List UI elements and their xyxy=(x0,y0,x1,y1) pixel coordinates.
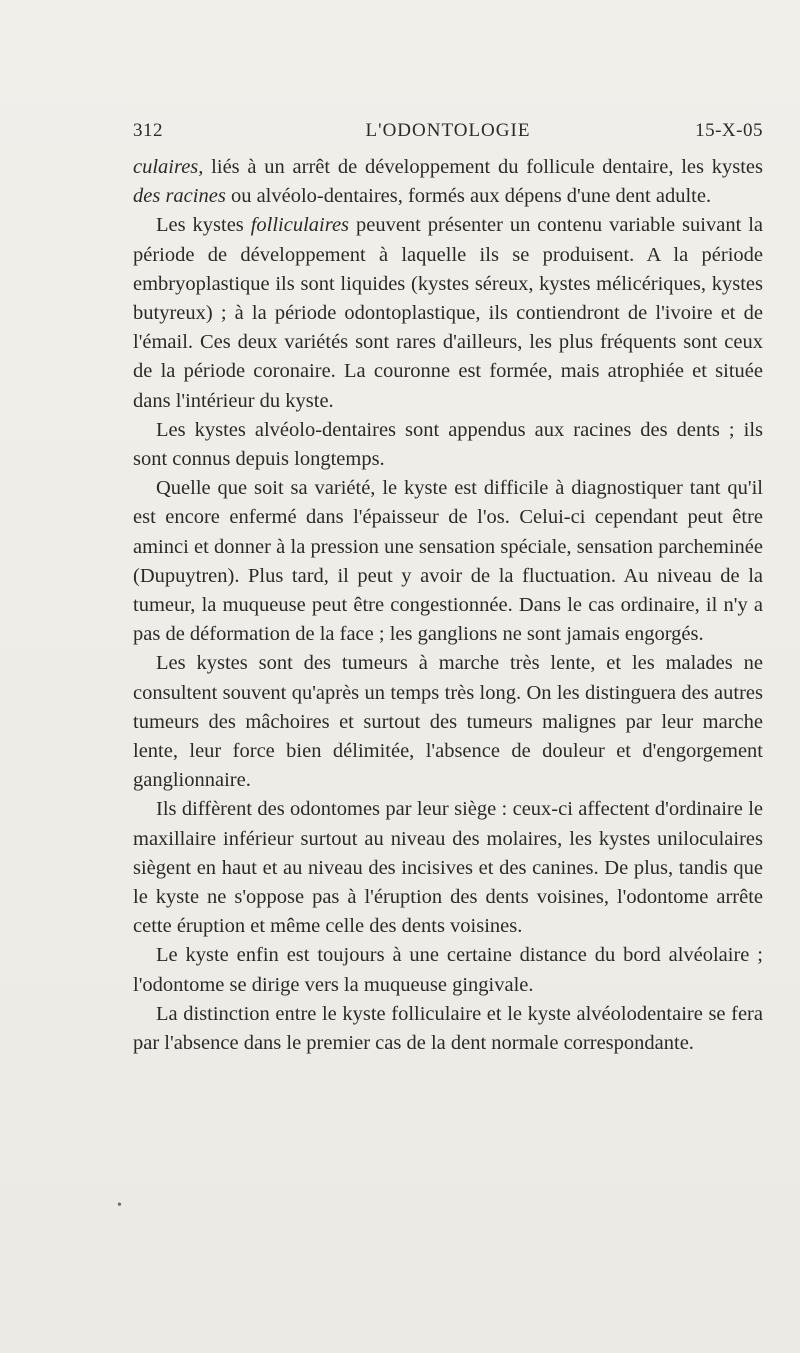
issue-date: 15-X-05 xyxy=(695,120,763,141)
paragraph-5: Les kystes sont des tumeurs à marche très lente, et les malades ne consultent souvent qu'après un temps très long. On les distinguera des autres tumeurs des mâchoires et surtout des tumeurs malignes par leur marche lente, leur force bien délimitée, l'absence de douleur et d'engorgement ganglionnaire. xyxy=(133,652,763,792)
running-header xyxy=(133,120,763,148)
paragraph-7: Le kyste enfin est toujours à une certaine distance du bord alvéolaire ; l'odontome se dirige vers la muqueuse gingivale. xyxy=(133,944,763,996)
page-number: 312 xyxy=(133,120,163,141)
paragraph-1-lead-italic: culaires, xyxy=(133,156,204,178)
body-text xyxy=(133,153,763,1058)
paragraph-2-emphasis: folliculaires xyxy=(250,214,350,237)
running-title: L'ODONTOLOGIE xyxy=(365,120,531,141)
paragraph-1-emphasis: des racines xyxy=(133,185,226,208)
paragraph-4: Quelle que soit sa variété, le kyste est difficile à diagnostiquer tant qu'il est encore enfermé dans l'épaisseur de l'os. Celui-ci cependant peut être aminci et donner à la pression une sensation spéciale, sensation parcheminée (Dupuytren). Plus tard, il peut y avoir de la fluctuation. Au niveau de la tumeur, la muqueuse peut être congestionnée. Dans le cas ordinaire, il n'y a pas de déformation de la face ; les ganglions ne sont jamais engorgés. xyxy=(133,477,763,646)
paragraph-2-text-b: peuvent présenter un contenu variable suivant la période de développement à laquelle ils se produisent. A la période embryoplastique ils sont liquides (kystes séreux, kystes mélicériques, kystes butyreux) ; à la période odontoplastique, ils contiendront de l'ivoire et de l'émail. Ces deux variétés sont rares d'ailleurs, les plus fréquents sont ceux de la période coronaire. La couronne est formée, mais atrophiée et située dans l'intérieur du kyste. xyxy=(133,214,763,412)
paragraph-8: La distinction entre le kyste folliculaire et le kyste alvéolodentaire se fera par l'absence dans le premier cas de la dent normale correspondante. xyxy=(133,1002,763,1055)
paragraph-3: Les kystes alvéolo-dentaires sont appendus aux racines des dents ; ils sont connus depuis longtemps. xyxy=(133,418,763,471)
paragraph-2 xyxy=(133,211,763,415)
paragraph-1-text-a: liés à un arrêt de développement du follicule dentaire, les kystes xyxy=(203,156,763,178)
paragraph-1 xyxy=(133,153,763,211)
paragraph-2-text-a: Les kystes xyxy=(156,214,251,237)
paragraph-6: Ils diffèrent des odontomes par leur siège : ceux-ci affectent d'ordinaire le maxillaire inférieur surtout au niveau des molaires, les kystes uniloculaires siègent en haut et au niveau des incisives et des canines. De plus, tandis que le kyste ne s'oppose pas à l'éruption des dents voisines, l'odontome arrête cette éruption et même celle des dents voisines. xyxy=(133,798,763,938)
paragraph-1-text-b: ou alvéolo-dentaires, formés aux dépens d'une dent adulte. xyxy=(225,185,712,208)
margin-mark: • xyxy=(117,1198,122,1213)
